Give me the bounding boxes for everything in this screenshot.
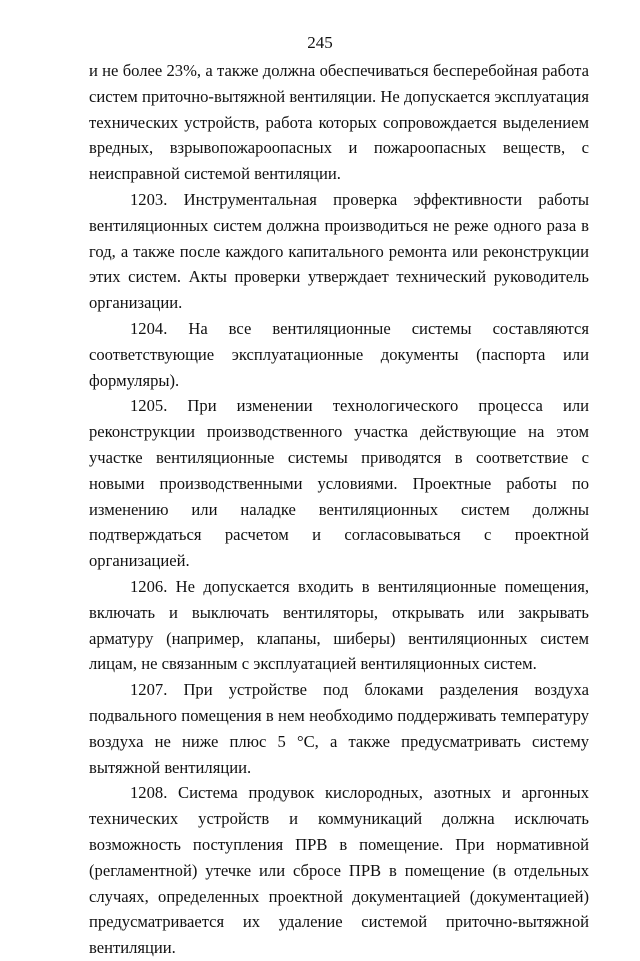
paragraph-continuation: и не более 23%, а также должна обеспечиваться бесперебойная работа систем приточно-вытяжной вентиляции. Не допускается эксплуатация технических устройств, работа которых сопровождается выделением вредных, взрывопожароопасных и пожароопасных веществ, с неисправной системой вентиляции. <box>89 61 589 184</box>
paragraph-1204: 1204. На все вентиляционные системы составляются соответствующие эксплуатационные документы (паспорта или формуляры). <box>89 318 589 390</box>
paragraph-1203: 1203. Инструментальная проверка эффективности работы вентиляционных систем должна производиться не реже одного раза в год, а также после каждого капитального ремонта или реконструкции этих систем. Акты проверки утверждает технический руководитель организации. <box>89 189 589 313</box>
page-number: 245 <box>307 33 333 52</box>
paragraph-1207: 1207. При устройстве под блоками разделения воздуха подвального помещения в нем необходимо поддерживать температуру воздуха не ниже плюс 5 °С, а также предусматривать систему вытяжной вентиляции. <box>89 680 589 777</box>
paragraph-1206: 1206. Не допускается входить в вентиляционные помещения, включать и выключать вентиляторы, открывать или закрывать арматуру (например, клапаны, шиберы) вентиляционных систем лицам, не связанным с эксплуатацией вентиляционных систем. <box>89 576 589 674</box>
document-body <box>89 58 589 961</box>
paragraph-1208: 1208. Система продувок кислородных, азотных и аргонных технических устройств и коммуникаций должна исключать возможность поступления ПРВ в помещение. При нормативной (регламентной) утечке или сбросе ПРВ в помещение (в отдельных случаях, определенных проектной документацией (документацией) предусматривается их удаление системой приточно-вытяжной вентиляции. <box>89 783 589 958</box>
paragraph-1205: 1205. При изменении технологического процесса или реконструкции производственного участка действующие на этом участке вентиляционные системы приводятся в соответствие с новыми производственными условиями. Проектные работы по изменению или наладке вентиляционных систем должны подтверждаться расчетом и согласовываться с проектной организацией. <box>89 396 589 571</box>
